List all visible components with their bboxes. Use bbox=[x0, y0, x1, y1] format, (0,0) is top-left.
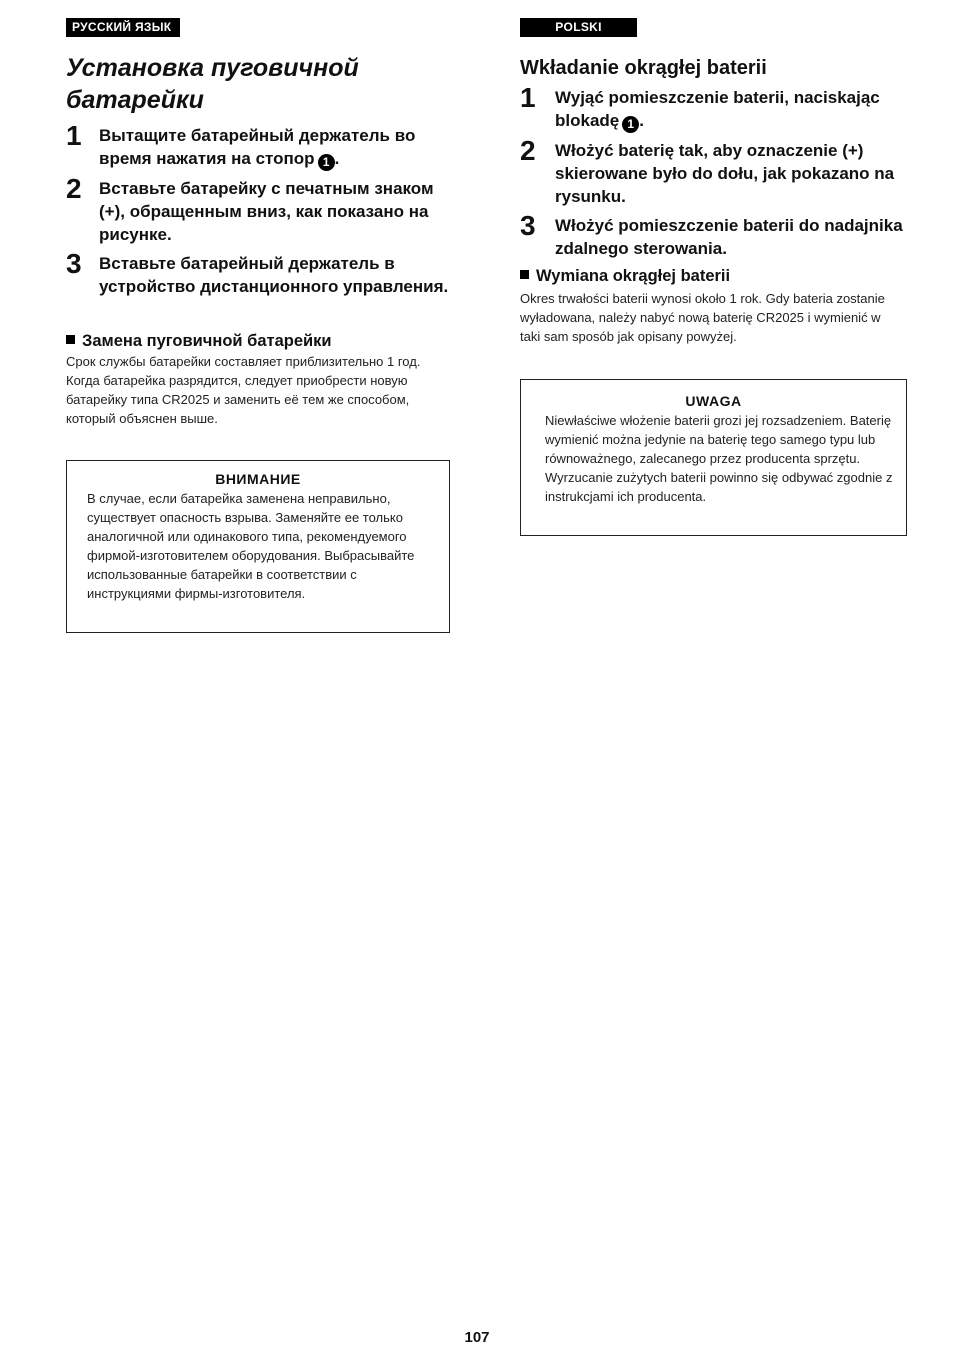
step-number: 2 bbox=[520, 135, 536, 166]
step-item bbox=[520, 210, 910, 260]
step-item bbox=[66, 248, 454, 298]
replace-text-polish: Okres trwałości baterii wynosi około 1 rok. Gdy bateria zostanie wyładowana, należy nabyć nową baterię CR2025 i wymienić w taki sam sposób jak opisany powyżej. bbox=[520, 291, 885, 344]
warning-title: ВНИМАНИЕ bbox=[215, 471, 301, 487]
language-tag-polish: POLSKI bbox=[520, 18, 637, 37]
steps-list-polish bbox=[520, 82, 910, 266]
section-title-russian: Установка пуговичной батарейки bbox=[66, 54, 359, 114]
step-number: 2 bbox=[66, 173, 82, 204]
step-number: 1 bbox=[66, 120, 82, 151]
step-number: 3 bbox=[520, 210, 536, 241]
warning-box-polish bbox=[520, 379, 907, 536]
steps-list-russian bbox=[66, 120, 454, 304]
warning-text: Niewłaściwe włożenie baterii grozi jej rozsadzeniem. Baterię wymienić można jedynie na baterię tego samego typu lub równoważnego, zalecanego przez producenta sprzętu. Wyrzucanie zużytych baterii powinno się odbywać zgodnie z instrukcjami ich producenta. bbox=[545, 413, 893, 504]
replace-text-russian: Срок службы батарейки составляет приблизительно 1 год. Когда батарейка разрядится, следует приобрести новую батарейку типа CR2025 и заменить её тем же способом, который объяснен выше. bbox=[66, 354, 421, 426]
step-text: Włożyć pomieszczenie baterii do nadajnika zdalnego sterowania. bbox=[555, 216, 903, 258]
warning-box-russian bbox=[66, 460, 450, 633]
page-number: 107 bbox=[464, 1329, 490, 1346]
step-text: Вытащите батарейный держатель во время нажатия на стопор 1 . bbox=[99, 126, 416, 169]
language-tag-russian: РУССКИЙ ЯЗЫК bbox=[66, 18, 180, 37]
step-item bbox=[66, 173, 454, 246]
replace-heading-polish: Wymiana okrągłej baterii bbox=[520, 266, 730, 286]
step-text: Вставьте батарейку с печатным знаком (+), обращенным вниз, как показано на рисунке. bbox=[99, 179, 434, 244]
step-text: Wyjąć pomieszczenie baterii, naciskając blokadę 1 . bbox=[555, 88, 880, 131]
step-number: 1 bbox=[520, 82, 536, 113]
step-text: Włożyć baterię tak, aby oznaczenie (+) skierowane było do dołu, jak pokazano na rysunku. bbox=[555, 141, 895, 206]
square-bullet-icon bbox=[66, 335, 75, 344]
replace-heading-russian: Замена пуговичной батарейки bbox=[66, 331, 332, 351]
circled-number-marker: 1 bbox=[318, 154, 335, 171]
step-item bbox=[66, 120, 454, 171]
step-text: Вставьте батарейный держатель в устройство дистанционного управления. bbox=[99, 254, 449, 296]
warning-text: В случае, если батарейка заменена неправильно, существует опасность взрыва. Заменяйте ее только аналогичной или одинакового типа, рекомендуемого фирмой-изготовителем оборудования. Выбрасывайте использованные батарейки в соответствии с инструкциями фирмы-изготовителя. bbox=[87, 491, 415, 601]
step-item bbox=[520, 82, 910, 133]
circled-number-marker: 1 bbox=[622, 116, 639, 133]
section-title-polish: Wkładanie okrągłej baterii bbox=[520, 57, 767, 79]
warning-title: UWAGA bbox=[685, 393, 742, 409]
step-number: 3 bbox=[66, 248, 82, 279]
step-item bbox=[520, 135, 910, 208]
square-bullet-icon bbox=[520, 270, 529, 279]
